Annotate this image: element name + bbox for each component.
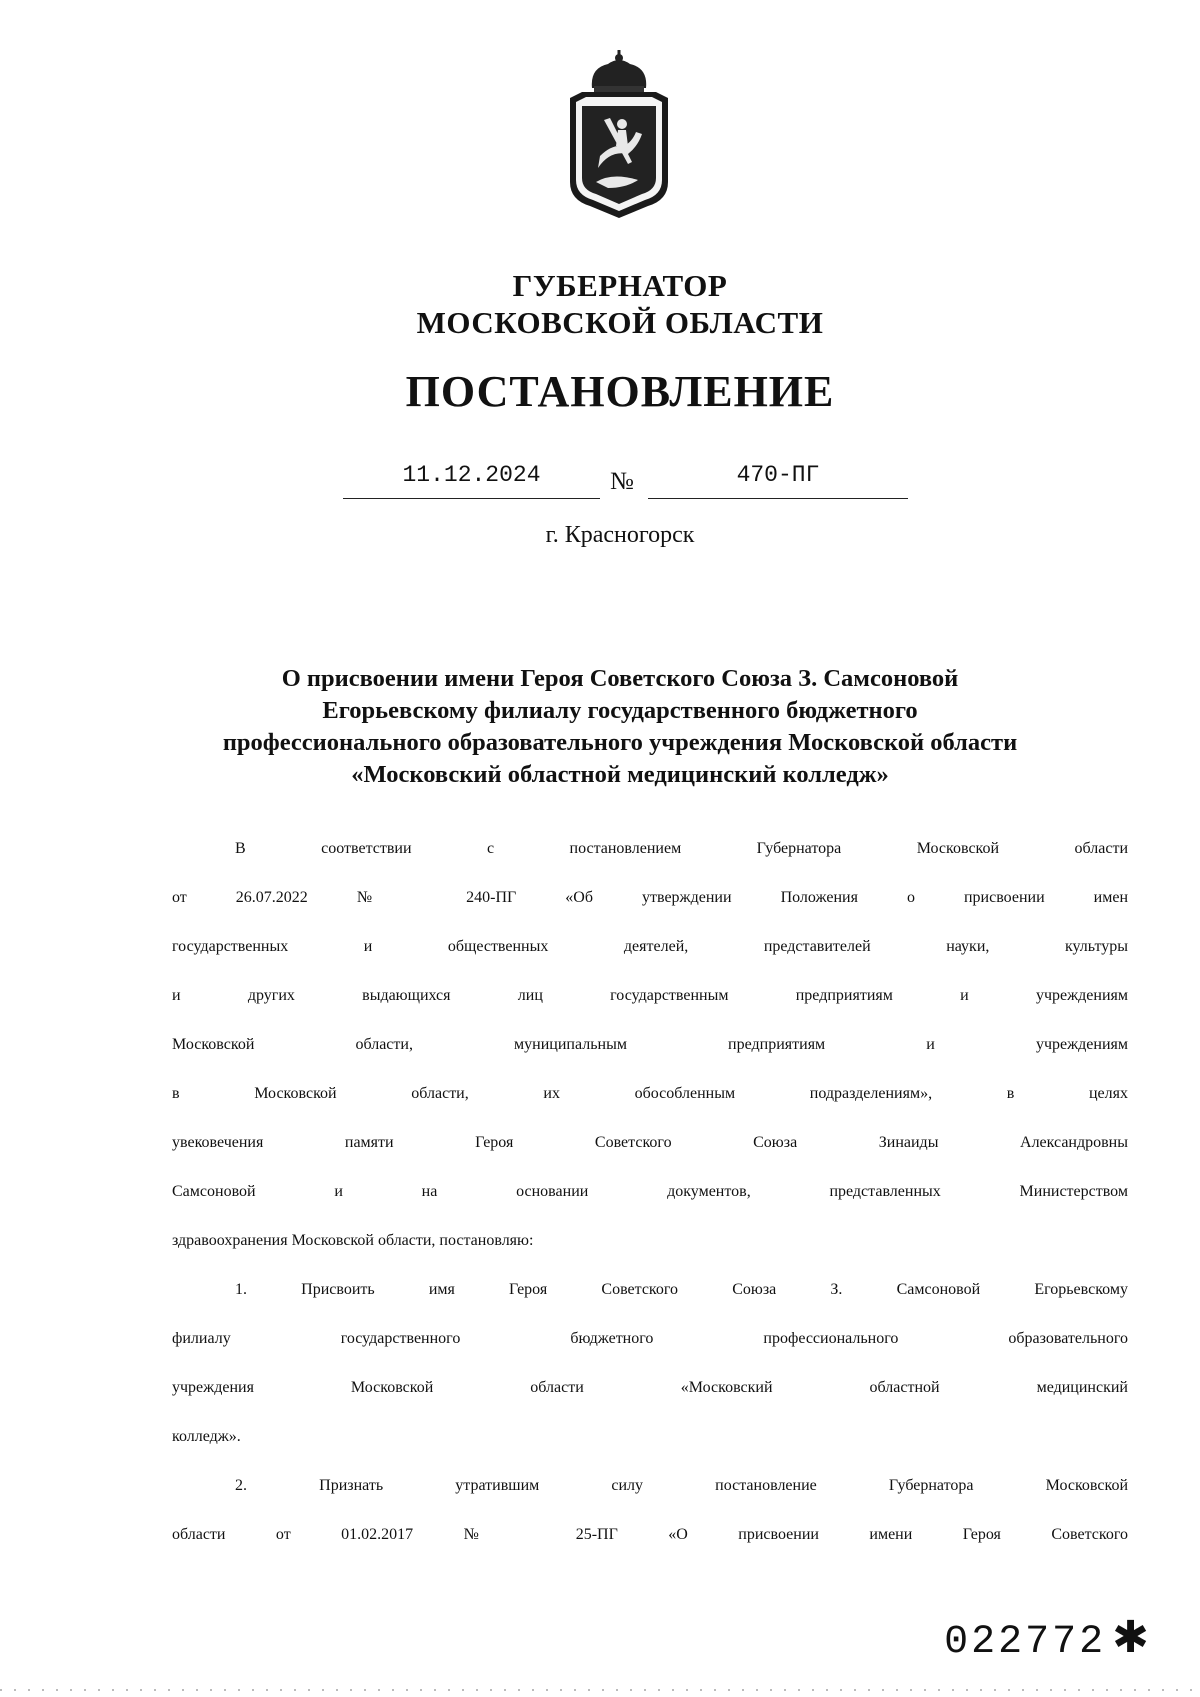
body-line: от 26.07.2022 № 240-ПГ «Об утверждении Положения о присвоении имен	[172, 889, 1128, 906]
document-date: 11.12.2024	[343, 460, 600, 499]
body-line: здравоохранения Московской области, постановляю:	[172, 1232, 534, 1249]
title-line: «Московский областной медицинский колледж»	[351, 761, 889, 788]
body-line: увековечения памяти Героя Советского Союза Зинаиды Александровны	[172, 1134, 1128, 1151]
body-line: в Московской области, их обособленным подразделениям», в целях	[172, 1085, 1128, 1102]
clause-1-line: учреждения Московской области «Московский областной медицинский	[172, 1379, 1128, 1396]
body-line: и других выдающихся лиц государственным предприятиям и учреждениям	[172, 987, 1128, 1004]
document-type: ПОСТАНОВЛЕНИЕ	[405, 367, 835, 416]
serial-digits: 022772	[944, 1620, 1107, 1665]
number-sign: №	[610, 468, 634, 495]
clause-1-line: колледж».	[172, 1428, 241, 1445]
asterisk-mark: ✱	[1112, 1612, 1152, 1663]
body-line: Московской области, муниципальным предприятиям и учреждениям	[172, 1036, 1128, 1053]
clause-2-line: области от 01.02.2017 № 25-ПГ «О присвоении имени Героя Советского	[172, 1526, 1128, 1543]
clause-2-line: 2. Признать утратившим силу постановление Губернатора Московской	[235, 1477, 1128, 1494]
body-line: государственных и общественных деятелей, представителей науки, культуры	[172, 938, 1128, 955]
coat-of-arms-emblem	[552, 50, 686, 220]
body-line: Самсоновой и на основании документов, представленных Министерством	[172, 1183, 1128, 1200]
form-serial-number	[944, 1612, 1152, 1665]
document-city: г. Красногорск	[545, 522, 695, 548]
authority-title-line1: ГУБЕРНАТОР	[512, 268, 728, 303]
clause-1-line: 1. Присвоить имя Героя Советского Союза З. Самсоновой Егорьевскому	[235, 1281, 1128, 1298]
authority-title-line2: МОСКОВСКОЙ ОБЛАСТИ	[416, 305, 824, 340]
title-line: профессионального образовательного учреждения Московской области	[222, 729, 1018, 756]
document-number: 470-ПГ	[648, 460, 908, 499]
body-line: В соответствии с постановлением Губернатора Московской области	[235, 840, 1128, 857]
title-line: Егорьевскому филиалу государственного бюджетного	[322, 697, 918, 724]
clause-1-line: филиалу государственного бюджетного профессионального образовательного	[172, 1330, 1128, 1347]
scan-edge-dots	[0, 1689, 1200, 1691]
title-line: О присвоении имени Героя Советского Союза З. Самсоновой	[281, 665, 959, 692]
